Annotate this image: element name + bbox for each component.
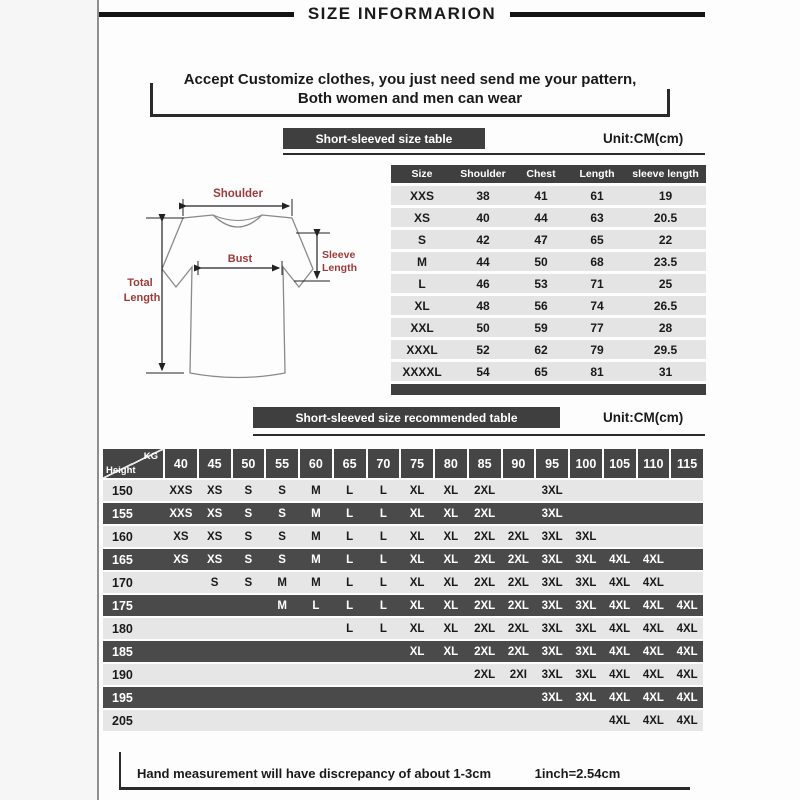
recommended-size-cell: 2XL [474, 645, 496, 658]
recommended-size-cell: L [379, 622, 387, 635]
table-row [103, 526, 703, 547]
recommended-size-cell: 4XL [609, 599, 631, 612]
recommended-table-section-title: Short-sleeved size recommended table [253, 407, 560, 428]
size-table-unit: Unit:CM(cm) [603, 131, 684, 146]
measurement-cell: 68 [590, 254, 604, 269]
recommended-size-cell: 4XL [642, 714, 664, 727]
recommended-size-cell: S [278, 484, 286, 497]
height-label-cell: 175 [112, 598, 133, 613]
measurement-cell: 59 [534, 320, 548, 335]
recommended-size-cell: S [244, 576, 253, 589]
notice-border-left [150, 83, 153, 117]
tshirt-collar [213, 215, 262, 221]
recommended-size-cell: S [244, 530, 253, 543]
recommended-size-cell: XL [443, 645, 459, 658]
recommended-table-unit: Unit:CM(cm) [603, 410, 684, 425]
recommended-size-cell: 4XL [642, 645, 664, 658]
recommended-size-cell: 2XL [474, 484, 496, 497]
recommended-size-cell: L [379, 484, 387, 497]
page-left-rule [97, 0, 99, 800]
height-label-cell: 155 [112, 506, 133, 521]
recommended-size-cell: 3XL [541, 691, 563, 704]
measurement-cell: 54 [476, 364, 490, 379]
recommended-size-cell: 3XL [541, 530, 563, 543]
recommended-size-cell: XL [443, 507, 459, 520]
table-row [391, 274, 706, 293]
table-row [103, 710, 703, 731]
recommended-size-cell: 4XL [609, 553, 631, 566]
recommended-table-separator [253, 434, 705, 436]
recommended-size-cell: XL [409, 599, 425, 612]
recommended-size-cell: 2XL [474, 668, 496, 681]
weight-header-cell: 40 [165, 449, 197, 478]
recommended-size-cell: XL [409, 553, 425, 566]
inch-conversion: 1inch=2.54cm [534, 766, 621, 781]
size-table-rows [391, 186, 706, 381]
recommended-size-cell: 4XL [642, 576, 664, 589]
recommended-size-cell: XS [173, 553, 189, 566]
recommended-size-cell: 3XL [575, 691, 597, 704]
table-row [103, 687, 703, 708]
table-row [103, 618, 703, 639]
recommended-size-cell: 4XL [676, 668, 698, 681]
measurement-cell: 50 [476, 320, 490, 335]
recommended-size-cell: XL [409, 484, 425, 497]
recommended-size-cell: 3XL [541, 645, 563, 658]
recommended-size-cell: 4XL [642, 599, 664, 612]
measurement-note: Hand measurement will have discrepancy of about 1-3cm [137, 766, 492, 781]
measurement-cell: 44 [476, 254, 490, 269]
measurement-cell: 50 [534, 254, 548, 269]
recommended-size-cell: 2XL [474, 622, 496, 635]
column-header: Size [411, 168, 433, 180]
measurement-cell: 74 [590, 298, 604, 313]
measurement-cell: 29.5 [653, 342, 678, 357]
height-label-cell: 165 [112, 552, 133, 567]
measurement-cell: 63 [590, 210, 604, 225]
weight-header-cell: 115 [671, 449, 703, 478]
height-label-cell: 180 [112, 621, 133, 636]
bust-label: Bust [227, 253, 253, 265]
size-label-cell: XXXXL [402, 364, 442, 379]
measurement-cell: 25 [658, 276, 673, 291]
size-label-cell: XXXL [406, 342, 438, 357]
recommended-size-cell: 2XL [507, 599, 529, 612]
recommended-size-cell: S [278, 553, 286, 566]
column-header: Shoulder [460, 168, 506, 180]
recommended-size-cell: XS [173, 530, 189, 543]
measurement-cell: 62 [534, 342, 548, 357]
measurement-cell: 22 [658, 232, 673, 247]
height-label-cell: 185 [112, 644, 133, 659]
tshirt-diagram [118, 169, 390, 395]
recommended-size-cell: 4XL [676, 622, 698, 635]
recommended-size-cell: XL [443, 484, 459, 497]
recommended-size-cell: 3XL [575, 553, 597, 566]
weight-header-cell: 110 [638, 449, 670, 478]
weight-header-cell: 75 [401, 449, 433, 478]
table-row [391, 252, 706, 271]
recommended-size-cell: 4XL [609, 622, 631, 635]
page-left-margin [0, 0, 97, 800]
size-label-cell: XS [413, 210, 430, 225]
recommended-size-cell: 4XL [609, 645, 631, 658]
measurement-cell: 42 [476, 232, 490, 247]
size-label-cell: XXL [410, 320, 434, 335]
table-row [391, 362, 706, 381]
measurement-cell: 41 [534, 188, 548, 203]
recommended-size-cell: 2XL [474, 553, 496, 566]
kg-height-corner-cell [103, 449, 163, 478]
footer-border-left [119, 752, 121, 790]
height-label-cell: 190 [112, 667, 133, 682]
column-header: sleeve length [632, 168, 699, 180]
total-length-label-1: Total [127, 277, 153, 289]
page-title: SIZE INFORMARION [307, 4, 497, 23]
weight-header-cell: 45 [199, 449, 231, 478]
recommended-size-cell: 2XL [507, 530, 529, 543]
recommended-size-cell: XL [443, 599, 459, 612]
height-label-cell: 170 [112, 575, 133, 590]
recommended-size-cell: 4XL [676, 599, 698, 612]
recommended-size-cell: 3XL [541, 668, 563, 681]
recommended-size-cell: 3XL [541, 599, 563, 612]
measurement-cell: 46 [476, 276, 490, 291]
recommended-size-cell: XL [443, 530, 459, 543]
notice-line-1: Accept Customize clothes, you just need send me your pattern, [183, 71, 637, 88]
measurement-cell: 65 [590, 232, 604, 247]
recommended-size-cell: 2XL [474, 507, 496, 520]
measurement-cell: 26.5 [653, 298, 678, 313]
recommended-size-cell: XS [206, 507, 223, 520]
sleeve-length-label-1: Sleeve [322, 249, 356, 261]
table-row [103, 664, 703, 685]
corner-kg-label: KG [143, 451, 158, 462]
recommended-size-cell: L [346, 622, 354, 635]
recommended-size-cell: L [379, 576, 387, 589]
recommended-size-cell: 2XL [507, 576, 529, 589]
table-row [391, 230, 706, 249]
measurement-cell: 52 [476, 342, 490, 357]
recommended-size-cell: XL [443, 553, 459, 566]
footer-note-box [119, 752, 690, 790]
recommended-size-cell: XL [409, 530, 425, 543]
recommended-size-cell: S [210, 576, 219, 589]
recommended-table [103, 449, 703, 731]
table-row [103, 595, 703, 616]
recommended-size-cell: 4XL [676, 714, 698, 727]
recommended-size-cell: 4XL [642, 668, 664, 681]
title-row [99, 2, 705, 26]
recommended-size-cell: XS [206, 484, 223, 497]
recommended-size-cell: M [311, 484, 321, 497]
weight-header-cell: 55 [266, 449, 298, 478]
recommended-size-cell: S [278, 507, 286, 520]
table-row [391, 296, 706, 315]
measurement-cell: 19 [658, 188, 673, 203]
size-label-cell: XXS [409, 188, 434, 203]
size-label-cell: S [417, 232, 426, 247]
recommended-size-cell: 3XL [575, 622, 597, 635]
weight-header-cell: 65 [334, 449, 366, 478]
recommended-size-cell: 4XL [609, 714, 631, 727]
footer-text [137, 766, 620, 781]
recommended-size-cell: 2XL [507, 645, 529, 658]
tshirt-outline [162, 215, 313, 378]
measurement-cell: 81 [590, 364, 604, 379]
table-row [103, 572, 703, 593]
recommended-size-cell: 2XL [474, 576, 496, 589]
notice-line-2: Both women and men can wear [297, 90, 523, 107]
column-header: Chest [526, 168, 556, 180]
weight-header-cell: 105 [604, 449, 636, 478]
weight-header-cell: 95 [536, 449, 568, 478]
recommended-size-cell: S [278, 530, 286, 543]
table-row [391, 208, 706, 227]
measurement-cell: 44 [534, 210, 548, 225]
table-row [103, 549, 703, 570]
measurement-cell: 71 [590, 276, 604, 291]
footer-border-bottom [119, 787, 690, 790]
table-row [391, 340, 706, 359]
recommended-size-cell: XXS [169, 507, 193, 520]
recommended-size-cell: XL [409, 622, 425, 635]
recommended-size-cell: L [346, 507, 354, 520]
recommended-size-cell: XL [409, 645, 425, 658]
recommended-size-cell: 3XL [575, 645, 597, 658]
recommended-size-cell: 3XL [575, 668, 597, 681]
measurement-cell: 38 [476, 188, 490, 203]
shoulder-label: Shoulder [213, 188, 263, 200]
customize-notice [150, 70, 670, 117]
weight-header-cell: 90 [503, 449, 535, 478]
weight-header-cell: 70 [368, 449, 400, 478]
recommended-size-cell: 3XL [541, 576, 563, 589]
measurement-cell: 77 [590, 320, 604, 335]
recommended-size-cell: L [379, 599, 387, 612]
recommended-size-cell: 4XL [642, 553, 664, 566]
recommended-size-cell: XS [206, 553, 223, 566]
recommended-size-cell: L [346, 484, 354, 497]
recommended-table-header [103, 449, 703, 478]
recommended-size-cell: M [311, 576, 321, 589]
table-row [103, 641, 703, 662]
size-label-cell: M [417, 254, 427, 269]
recommended-size-cell: M [277, 599, 287, 612]
recommended-size-cell: 3XL [575, 599, 597, 612]
recommended-size-cell: 2XL [507, 553, 529, 566]
recommended-size-cell: 4XL [642, 622, 664, 635]
recommended-size-cell: 2XL [474, 530, 496, 543]
recommended-size-cell: L [379, 553, 387, 566]
measurement-cell: 53 [534, 276, 548, 291]
recommended-size-cell: 4XL [676, 691, 698, 704]
recommended-size-cell: M [277, 576, 287, 589]
recommended-size-cell: M [311, 507, 321, 520]
sleeve-length-label-2: Length [322, 262, 357, 274]
measurement-cell: 65 [534, 364, 548, 379]
title-right-bar [510, 12, 705, 17]
recommended-size-cell: M [311, 530, 321, 543]
total-length-label-2: Length [123, 292, 161, 304]
recommended-size-cell: L [379, 530, 387, 543]
recommended-size-cell: L [346, 599, 354, 612]
measurement-cell: 61 [590, 188, 604, 203]
recommended-table-rows [103, 480, 703, 731]
recommended-size-cell: 3XL [541, 622, 563, 635]
table-row [103, 503, 703, 524]
recommended-size-cell: L [346, 576, 354, 589]
corner-height-label: Height [106, 465, 136, 476]
recommended-size-cell: 3XL [541, 484, 563, 497]
height-label-cell: 160 [112, 529, 133, 544]
notice-border-bottom [150, 114, 670, 117]
notice-border-right [667, 89, 670, 117]
measurement-cell: 20.5 [653, 210, 678, 225]
recommended-size-cell: XS [206, 530, 223, 543]
recommended-size-cell: L [346, 553, 354, 566]
size-table-bottom-bar [391, 384, 706, 395]
weight-header-cell: 100 [570, 449, 602, 478]
size-table-separator [283, 153, 705, 155]
measurement-cell: 47 [534, 232, 548, 247]
measurement-cell: 31 [658, 364, 673, 379]
table-row [103, 480, 703, 501]
measurement-cell: 56 [534, 298, 548, 313]
recommended-size-cell: 4XL [609, 691, 631, 704]
recommended-size-cell: L [312, 599, 320, 612]
size-label-cell: L [418, 276, 426, 291]
size-table-section-title: Short-sleeved size table [283, 128, 485, 149]
recommended-size-cell: 4XL [609, 668, 631, 681]
height-label-cell: 205 [112, 713, 133, 728]
column-header: Length [579, 168, 615, 180]
measurement-cell: 48 [476, 298, 490, 313]
recommended-size-cell: 2XL [474, 599, 496, 612]
measurement-cell: 23.5 [653, 254, 678, 269]
weight-header-cell: 50 [233, 449, 265, 478]
size-label-cell: XL [414, 298, 430, 313]
table-row [391, 318, 706, 337]
recommended-size-cell: XXS [169, 484, 193, 497]
recommended-size-cell: 3XL [575, 530, 597, 543]
table-row [391, 186, 706, 205]
recommended-size-cell: S [244, 553, 253, 566]
recommended-size-cell: 2XL [507, 622, 529, 635]
weight-header-cell: 85 [469, 449, 501, 478]
recommended-size-cell: XL [409, 576, 425, 589]
measurement-cell: 40 [476, 210, 490, 225]
weight-header-cell: 80 [435, 449, 467, 478]
size-table [391, 165, 706, 395]
recommended-size-cell: L [346, 530, 354, 543]
recommended-size-cell: 2XI [509, 668, 527, 681]
recommended-size-cell: XL [443, 622, 459, 635]
recommended-size-cell: 4XL [676, 645, 698, 658]
recommended-size-cell: S [244, 507, 253, 520]
weight-header-cell: 60 [300, 449, 332, 478]
title-left-bar [99, 12, 294, 17]
height-label-cell: 195 [112, 690, 133, 705]
height-label-cell: 150 [112, 483, 133, 498]
recommended-size-cell: S [244, 484, 253, 497]
recommended-size-cell: M [311, 553, 321, 566]
recommended-size-cell: 4XL [642, 691, 664, 704]
recommended-size-cell: 4XL [609, 576, 631, 589]
recommended-size-cell: XL [443, 576, 459, 589]
recommended-size-cell: L [379, 507, 387, 520]
size-table-header [391, 165, 706, 183]
recommended-size-cell: XL [409, 507, 425, 520]
recommended-size-cell: 3XL [541, 553, 563, 566]
measurement-cell: 79 [590, 342, 604, 357]
recommended-size-cell: 3XL [575, 576, 597, 589]
measurement-cell: 28 [658, 320, 673, 335]
recommended-size-cell: 3XL [541, 507, 563, 520]
